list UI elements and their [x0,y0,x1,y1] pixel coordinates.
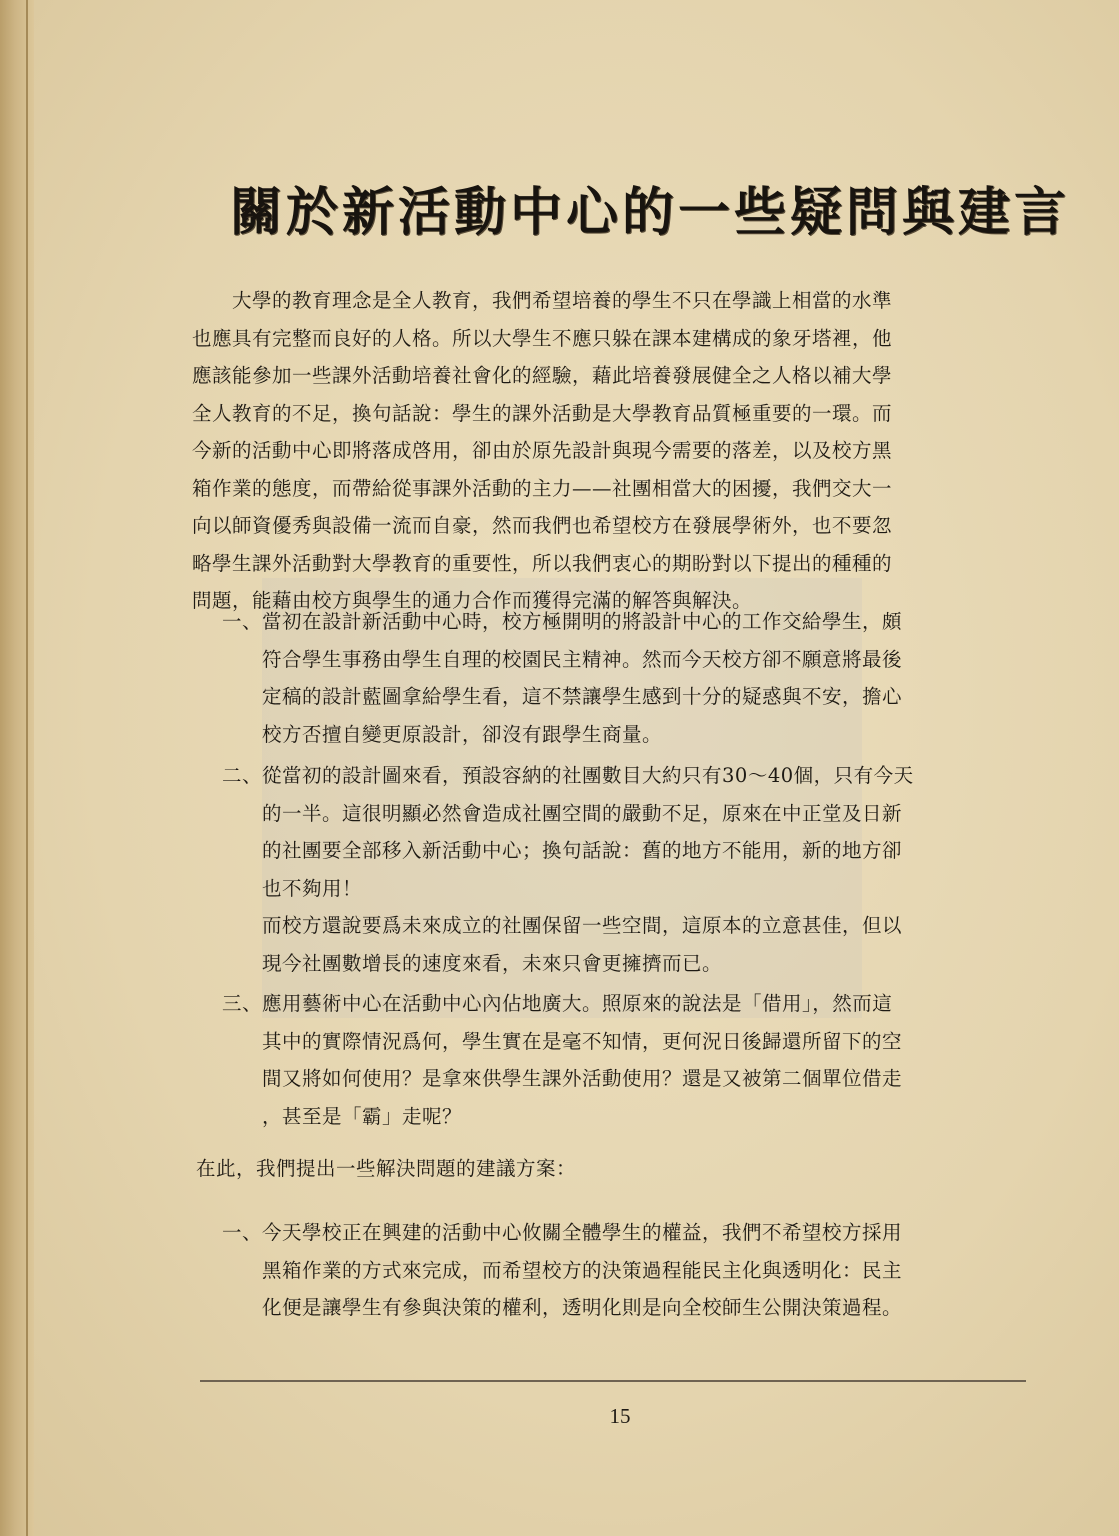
footer-rule [200,1380,1026,1382]
intro-line: 全人教育的不足，換句話說：學生的課外活動是大學教育品質極重要的一環。而 [192,401,893,425]
spine-line [26,0,28,1536]
item-line: 校方否擅自變更原設計，卻沒有跟學生商量。 [262,722,663,746]
item-line: 的一半。這很明顯必然會造成社團空間的嚴動不足，原來在中正堂及日新 [262,801,903,825]
intro-line: 也應具有完整而良好的人格。所以大學生不應只躲在課本建構成的象牙塔裡，他 [192,326,893,350]
item-number: 一、 [222,1221,263,1244]
item-line: 黑箱作業的方式來完成，而希望校方的決策過程能民主化與透明化：民主 [262,1258,903,1282]
page-title: 關於新活動中心的一些疑問與建言 [230,182,1071,243]
item-body [262,985,902,1135]
intro-line: 大學的教育理念是全人教育，我們希望培養的學生不只在學識上相當的水準 [232,289,893,312]
item-line: 當初在設計新活動中心時，校方極開明的將設計中心的工作交給學生，頗 [262,610,903,633]
intro-line: 應該能參加一些課外活動培養社會化的經驗，藉此培養發展健全之人格以補大學 [192,364,893,387]
item-line: 間又將如何使用？是拿來供學生課外活動使用？還是又被第二個單位借走 [262,1067,903,1090]
item-line: 應用藝術中心在活動中心內佔地廣大。照原來的說法是「借用」，然而這 [262,992,893,1015]
item-number: 三、 [222,992,263,1015]
item-number: 二、 [222,764,263,787]
intro-line: 箱作業的態度，而帶給從事課外活動的主力——社團相當大的困擾，我們交大一 [192,476,893,500]
intro-line: 今新的活動中心即將落成啓用，卻由於原先設計與現今需要的落差，以及校方黑 [192,439,893,462]
intro-line: 向以師資優秀與設備一流而自豪，然而我們也希望校方在發展學術外，也不要忽 [192,514,893,537]
intro-paragraph [192,282,1022,620]
item-line: 符合學生事務由學生自理的校園民主精神。然而今天校方卻不願意將最後 [262,647,903,671]
item-line: 今天學校正在興建的活動中心攸關全體學生的權益，我們不希望校方採用 [262,1221,903,1244]
page-number: 15 [609,1404,631,1428]
item-line: 從當初的設計圖來看，預設容納的社團數目大約只有30～40個，只有今天 [262,764,914,787]
book-spine-shadow [0,0,34,1536]
item-body [262,757,914,982]
item-line: 而校方還說要爲未來成立的社團保留一些空間，這原本的立意甚佳，但以 [262,914,903,937]
item-line: 也不夠用！ [262,876,363,900]
intro-line: 問題，能藉由校方與學生的通力合作而獲得完滿的解答與解決。 [192,589,753,612]
item-body [262,1214,902,1327]
item-line: 其中的實際情況爲何，學生實在是毫不知情，更何況日後歸還所留下的空 [262,1029,903,1053]
item-line: 化便是讓學生有參與決策的權利，透明化則是向全校師生公開決策過程。 [262,1296,903,1319]
item-body [262,603,902,753]
item-line: ，甚至是「霸」走呢？ [262,1104,463,1128]
item-line: 的社團要全部移入新活動中心；換句話說：舊的地方不能用，新的地方卻 [262,839,903,862]
item-line: 現今社團數增長的速度來看，未來只會更擁擠而已。 [262,951,723,975]
item-line: 定稿的設計藍圖拿給學生看，這不禁讓學生感到十分的疑惑與不安，擔心 [262,685,903,708]
item-number: 一、 [222,610,263,633]
suggestions-heading: 在此，我們提出一些解決問題的建議方案： [196,1157,577,1180]
intro-line: 略學生課外活動對大學教育的重要性，所以我們衷心的期盼對以下提出的種種的 [192,551,893,575]
